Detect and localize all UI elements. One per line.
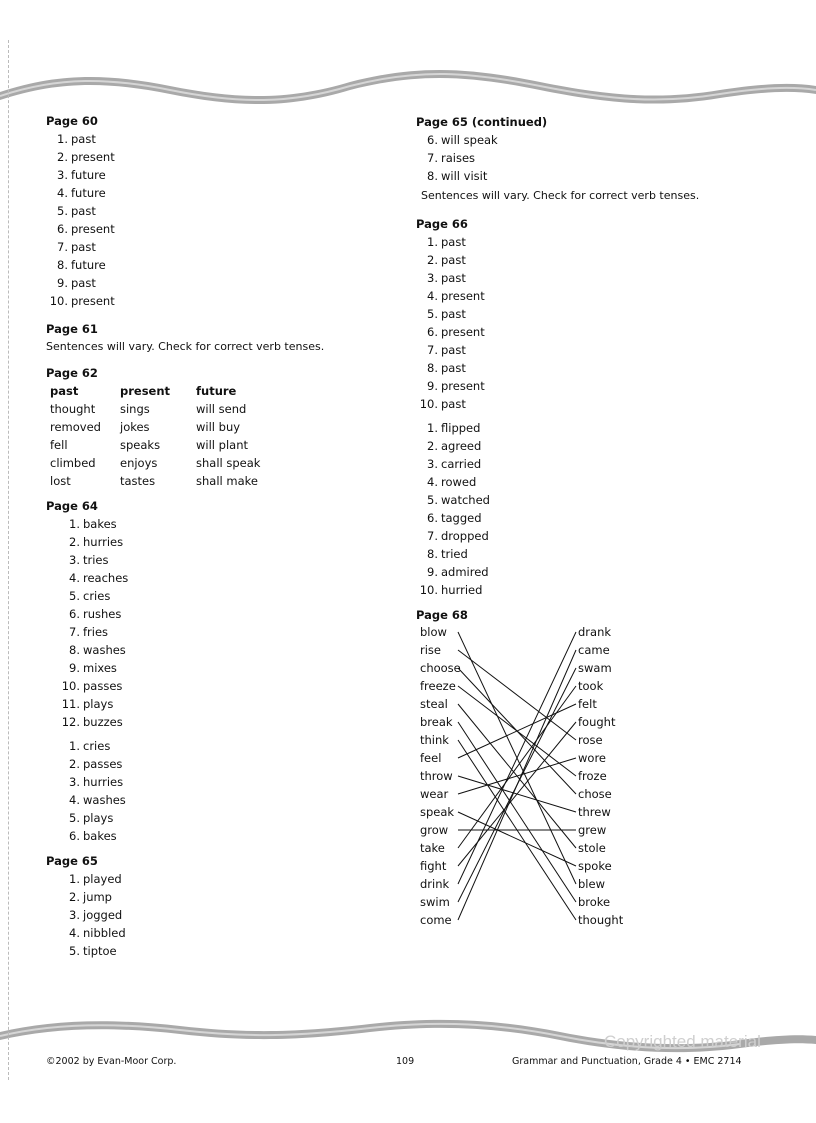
right-word: rose — [578, 733, 603, 747]
binding-edge-line — [8, 40, 9, 1080]
item-number: 9. — [69, 661, 80, 675]
item-number: 5. — [69, 944, 80, 958]
list-item — [46, 202, 115, 220]
left-word: wear — [420, 787, 449, 801]
page-61-section — [46, 320, 324, 356]
item-answer: jump — [83, 890, 112, 904]
table-cell: shall make — [196, 474, 258, 488]
item-number: 7. — [427, 343, 438, 357]
left-word: drink — [420, 877, 450, 891]
page-65-heading: Page 65 — [46, 854, 98, 868]
item-number: 4. — [427, 475, 438, 489]
right-word: chose — [578, 787, 612, 801]
item-answer: washes — [83, 643, 126, 657]
item-answer: present — [71, 150, 115, 164]
page-66-heading: Page 66 — [416, 217, 468, 231]
table-cell: climbed — [50, 456, 96, 470]
list-item — [416, 545, 490, 563]
item-answer: played — [83, 872, 122, 886]
page-60-answer-list — [46, 130, 115, 310]
list-item — [416, 473, 490, 491]
item-answer: tagged — [441, 511, 482, 525]
item-answer: past — [441, 307, 466, 321]
item-number: 8. — [427, 547, 438, 561]
item-answer: will visit — [441, 169, 488, 183]
list-item — [58, 515, 128, 533]
list-item — [46, 130, 115, 148]
item-answer: rushes — [83, 607, 122, 621]
item-number: 1. — [427, 421, 438, 435]
list-item — [58, 659, 128, 677]
list-item — [46, 292, 115, 310]
list-item — [58, 713, 128, 731]
list-item — [58, 551, 128, 569]
item-answer: will speak — [441, 133, 498, 147]
left-word: blow — [420, 625, 447, 639]
list-item — [46, 274, 115, 292]
table-cell: speaks — [120, 438, 161, 452]
list-item — [58, 641, 128, 659]
table-cell: sings — [120, 402, 150, 416]
item-answer: plays — [83, 811, 114, 825]
table-cell: jokes — [120, 420, 150, 434]
list-item — [46, 184, 115, 202]
item-answer: future — [71, 168, 106, 182]
list-item — [58, 924, 126, 942]
item-number: 1. — [69, 872, 80, 886]
item-answer: hurries — [83, 535, 124, 549]
item-answer: past — [441, 343, 466, 357]
table-cell: shall speak — [196, 456, 261, 470]
item-number: 10. — [61, 679, 80, 693]
item-number: 5. — [57, 204, 68, 218]
match-line — [458, 650, 576, 740]
list-item — [58, 533, 128, 551]
item-number: 9. — [427, 379, 438, 393]
item-number: 5. — [69, 589, 80, 603]
right-word: blew — [578, 877, 605, 891]
left-word: fight — [420, 859, 447, 873]
list-item — [416, 131, 699, 149]
item-number: 10. — [49, 294, 68, 308]
item-number: 5. — [427, 493, 438, 507]
item-number: 5. — [69, 811, 80, 825]
list-item — [416, 305, 490, 323]
list-item — [58, 677, 128, 695]
item-answer: passes — [83, 757, 123, 771]
item-number: 2. — [427, 439, 438, 453]
item-answer: future — [71, 186, 106, 200]
item-number: 1. — [69, 739, 80, 753]
copyright-watermark: Copyrighted material — [604, 1032, 761, 1051]
list-item — [416, 509, 490, 527]
right-word: drank — [578, 625, 612, 639]
right-word: threw — [578, 805, 611, 819]
item-answer: buzzes — [83, 715, 123, 729]
item-number: 7. — [427, 151, 438, 165]
column-header: past — [50, 384, 79, 398]
item-answer: past — [71, 132, 96, 146]
list-item — [58, 695, 128, 713]
item-number: 2. — [69, 890, 80, 904]
page-65-continued-heading: Page 65 (continued) — [416, 115, 548, 129]
page-65-continued-text: Sentences will vary. Check for correct verb tenses. — [421, 189, 700, 202]
item-answer: tried — [441, 547, 468, 561]
left-word: swim — [420, 895, 450, 909]
left-word: take — [420, 841, 445, 855]
item-number: 4. — [69, 926, 80, 940]
item-number: 2. — [57, 150, 68, 164]
item-answer: hurries — [83, 775, 124, 789]
item-answer: present — [441, 379, 485, 393]
item-number: 6. — [427, 511, 438, 525]
page-62-heading: Page 62 — [46, 366, 98, 380]
left-word: freeze — [420, 679, 456, 693]
item-answer: raises — [441, 151, 476, 165]
page-68-matching-diagram — [418, 624, 638, 934]
left-word: choose — [420, 661, 461, 675]
item-answer: present — [441, 325, 485, 339]
item-answer: cries — [83, 589, 111, 603]
item-answer: agreed — [441, 439, 482, 453]
page-60-section — [46, 112, 115, 310]
item-number: 6. — [427, 133, 438, 147]
item-number: 8. — [69, 643, 80, 657]
list-item — [416, 149, 699, 167]
right-word: spoke — [578, 859, 612, 873]
page-60-heading: Page 60 — [46, 114, 98, 128]
right-word: swam — [578, 661, 612, 675]
list-item — [416, 341, 490, 359]
page-68-heading: Page 68 — [416, 608, 468, 622]
item-number: 3. — [427, 271, 438, 285]
list-item — [46, 220, 115, 238]
list-item — [58, 809, 128, 827]
item-number: 8. — [57, 258, 68, 272]
item-answer: rowed — [441, 475, 477, 489]
item-number: 9. — [427, 565, 438, 579]
match-line — [458, 758, 576, 794]
item-answer: bakes — [83, 829, 117, 843]
item-answer: present — [441, 289, 485, 303]
right-word: thought — [578, 913, 624, 927]
item-answer: admired — [441, 565, 489, 579]
page-65-continued-section — [416, 113, 699, 205]
match-line — [458, 812, 576, 866]
list-item — [58, 827, 128, 845]
list-item — [416, 377, 490, 395]
page-62-section — [46, 364, 286, 490]
right-word: froze — [578, 769, 607, 783]
item-number: 8. — [427, 169, 438, 183]
page-66-answer-list-1 — [416, 233, 490, 413]
item-answer: fries — [83, 625, 109, 639]
list-item — [416, 269, 490, 287]
item-answer: dropped — [441, 529, 489, 543]
item-answer: bakes — [83, 517, 117, 531]
left-word: rise — [420, 643, 441, 657]
match-line — [458, 722, 576, 902]
item-number: 4. — [69, 793, 80, 807]
right-word: fought — [578, 715, 616, 729]
item-number: 3. — [69, 908, 80, 922]
table-cell: will buy — [196, 420, 241, 434]
item-number: 6. — [69, 829, 80, 843]
list-item — [58, 755, 128, 773]
item-answer: past — [441, 253, 466, 267]
match-line — [458, 704, 576, 758]
item-answer: past — [71, 240, 96, 254]
page-68-section — [416, 606, 468, 624]
list-item — [416, 359, 490, 377]
item-answer: flipped — [441, 421, 481, 435]
item-answer: washes — [83, 793, 126, 807]
table-cell: enjoys — [120, 456, 158, 470]
left-word: steal — [420, 697, 448, 711]
item-number: 12. — [61, 715, 80, 729]
item-number: 7. — [69, 625, 80, 639]
item-answer: past — [441, 361, 466, 375]
item-number: 9. — [57, 276, 68, 290]
list-item — [58, 791, 128, 809]
item-number: 5. — [427, 307, 438, 321]
list-item — [416, 323, 490, 341]
page-64-answer-list-2 — [46, 737, 128, 845]
list-item — [58, 623, 128, 641]
left-word: speak — [420, 805, 455, 819]
item-number: 1. — [69, 517, 80, 531]
table-cell: tastes — [120, 474, 156, 488]
item-answer: past — [71, 276, 96, 290]
item-answer: present — [71, 294, 115, 308]
item-number: 10. — [419, 583, 438, 597]
page-62-verb-table — [46, 382, 286, 490]
list-item — [58, 942, 126, 960]
table-cell: will plant — [196, 438, 248, 452]
table-cell: thought — [50, 402, 96, 416]
item-answer: carried — [441, 457, 482, 471]
page-66-answer-list-2 — [416, 419, 490, 599]
left-word: throw — [420, 769, 453, 783]
item-answer: passes — [83, 679, 123, 693]
item-answer: watched — [441, 493, 490, 507]
list-item — [416, 455, 490, 473]
page-65-answer-list — [46, 870, 126, 960]
match-line — [458, 650, 576, 920]
list-item — [58, 737, 128, 755]
table-cell: lost — [50, 474, 71, 488]
footer-book-title: Grammar and Punctuation, Grade 4 • EMC 2714 — [512, 1056, 742, 1067]
list-item — [416, 251, 490, 269]
item-number: 4. — [69, 571, 80, 585]
left-word: feel — [420, 751, 442, 765]
list-item — [58, 587, 128, 605]
list-item — [416, 233, 490, 251]
item-answer: jogged — [83, 908, 123, 922]
right-word: took — [578, 679, 604, 693]
item-number: 4. — [57, 186, 68, 200]
list-item — [416, 287, 490, 305]
page-64-heading: Page 64 — [46, 499, 98, 513]
left-word: think — [420, 733, 449, 747]
item-answer: present — [71, 222, 115, 236]
item-number: 4. — [427, 289, 438, 303]
table-cell: fell — [50, 438, 68, 452]
item-answer: past — [71, 204, 96, 218]
left-word: grow — [420, 823, 449, 837]
item-number: 2. — [427, 253, 438, 267]
left-word: come — [420, 913, 452, 927]
page-66-section — [416, 215, 490, 599]
left-word: break — [420, 715, 453, 729]
item-answer: reaches — [83, 571, 129, 585]
list-item — [416, 527, 490, 545]
item-number: 2. — [69, 535, 80, 549]
item-answer: plays — [83, 697, 114, 711]
item-number: 11. — [61, 697, 80, 711]
list-item — [416, 581, 490, 599]
item-answer: cries — [83, 739, 111, 753]
item-number: 6. — [69, 607, 80, 621]
item-answer: future — [71, 258, 106, 272]
list-item — [416, 395, 490, 413]
page-61-text: Sentences will vary. Check for correct verb tenses. — [46, 340, 325, 353]
right-word: came — [578, 643, 610, 657]
right-word: grew — [578, 823, 607, 837]
item-answer: mixes — [83, 661, 117, 675]
top-wave-decoration — [0, 60, 816, 110]
item-number: 7. — [57, 240, 68, 254]
item-number: 2. — [69, 757, 80, 771]
item-number: 3. — [69, 775, 80, 789]
list-item — [58, 870, 126, 888]
item-answer: past — [441, 397, 466, 411]
column-header: future — [196, 384, 237, 398]
list-item — [46, 256, 115, 274]
item-number: 6. — [57, 222, 68, 236]
list-item — [416, 437, 490, 455]
item-number: 3. — [69, 553, 80, 567]
list-item — [416, 563, 490, 581]
item-number: 7. — [427, 529, 438, 543]
list-item — [58, 605, 128, 623]
page-64-section — [46, 497, 128, 845]
page-61-heading: Page 61 — [46, 322, 98, 336]
item-number: 1. — [427, 235, 438, 249]
footer-page-number: 109 — [396, 1056, 415, 1067]
item-answer: past — [441, 271, 466, 285]
item-number: 3. — [57, 168, 68, 182]
list-item — [46, 166, 115, 184]
item-number: 1. — [57, 132, 68, 146]
match-line — [458, 722, 576, 866]
list-item — [416, 491, 490, 509]
item-number: 8. — [427, 361, 438, 375]
footer-copyright: ©2002 by Evan-Moor Corp. — [46, 1056, 177, 1067]
list-item — [46, 148, 115, 166]
item-answer: tries — [83, 553, 109, 567]
list-item — [58, 888, 126, 906]
item-number: 10. — [419, 397, 438, 411]
list-item — [58, 906, 126, 924]
item-number: 6. — [427, 325, 438, 339]
list-item — [46, 238, 115, 256]
column-header: present — [120, 384, 171, 398]
table-cell: will send — [196, 402, 247, 416]
item-answer: nibbled — [83, 926, 126, 940]
item-answer: hurried — [441, 583, 483, 597]
right-word: stole — [578, 841, 606, 855]
item-number: 3. — [427, 457, 438, 471]
list-item — [416, 167, 699, 185]
item-answer: tiptoe — [83, 944, 117, 958]
list-item — [58, 569, 128, 587]
right-word: wore — [578, 751, 606, 765]
table-cell: removed — [50, 420, 101, 434]
list-item — [416, 419, 490, 437]
page-65-continued-answer-list — [416, 131, 699, 185]
page-65-section — [46, 852, 126, 960]
right-word: felt — [578, 697, 597, 711]
item-answer: past — [441, 235, 466, 249]
list-item — [58, 773, 128, 791]
page-64-answer-list-1 — [46, 515, 128, 731]
right-word: broke — [578, 895, 611, 909]
